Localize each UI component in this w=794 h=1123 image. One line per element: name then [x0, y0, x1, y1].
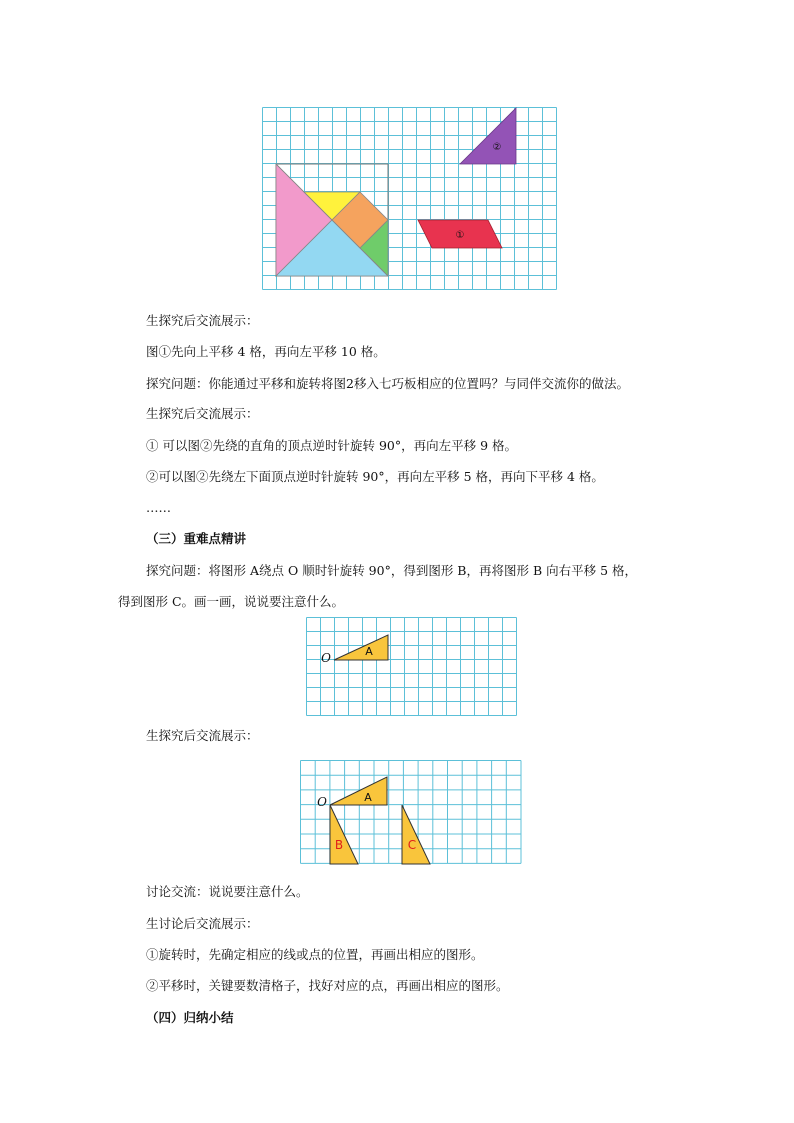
- section-heading: （四）归纳小结: [146, 1010, 234, 1025]
- text-line: 得到图形 C。画一画，说说要注意什么。: [118, 594, 345, 609]
- text-line: 生探究后交流展示：: [146, 313, 259, 328]
- text-line: 生讨论后交流展示：: [146, 916, 259, 931]
- shape-a-triangle: [334, 635, 388, 660]
- shape-b-label: B: [334, 838, 344, 852]
- text-line: ②平移时，关键要数清格子，找好对应的点，再画出相应的图形。: [146, 978, 509, 993]
- parallelogram-label: ①: [455, 230, 465, 241]
- origin-label: O: [317, 795, 327, 809]
- section-heading: （三）重难点精讲: [146, 531, 247, 546]
- text-line: 探究问题：将图形 A绕点 O 顺时针旋转 90°，得到图形 B，再将图形 B 向右平移 5 格，: [146, 563, 638, 578]
- rotation-problem-figure: [306, 617, 516, 717]
- grid-lines: [307, 618, 517, 716]
- triangle-label: ②: [492, 142, 502, 153]
- origin-label: O: [321, 651, 331, 665]
- text-line: 探究问题：你能通过平移和旋转将图2移入七巧板相应的位置吗？与同伴交流你的做法。: [146, 376, 629, 391]
- text-line: ①旋转时，先确定相应的线或点的位置，再画出相应的图形。: [146, 947, 484, 962]
- text-line: ②可以图②先绕左下面顶点逆时针旋转 90°，再向左平移 5 格，再向下平移 4 格。: [146, 469, 604, 484]
- shape-c-label: C: [407, 838, 417, 852]
- tangram-grid-figure: [262, 107, 562, 293]
- text-line: 生探究后交流展示：: [146, 728, 259, 743]
- text-line: ……: [146, 500, 171, 515]
- text-line: 图①先向上平移 4 格，再向左平移 10 格。: [146, 344, 386, 359]
- shape-a-label: A: [364, 791, 372, 804]
- shape-a-label: A: [365, 645, 373, 658]
- shape-a-triangle: [330, 777, 387, 805]
- text-line: 讨论交流：说说要注意什么。: [146, 884, 309, 899]
- text-line: ① 可以图②先绕的直角的顶点逆时针旋转 90°，再向左平移 9 格。: [146, 438, 518, 453]
- text-line: 生探究后交流展示：: [146, 406, 259, 421]
- rotation-solution-figure: [300, 760, 522, 866]
